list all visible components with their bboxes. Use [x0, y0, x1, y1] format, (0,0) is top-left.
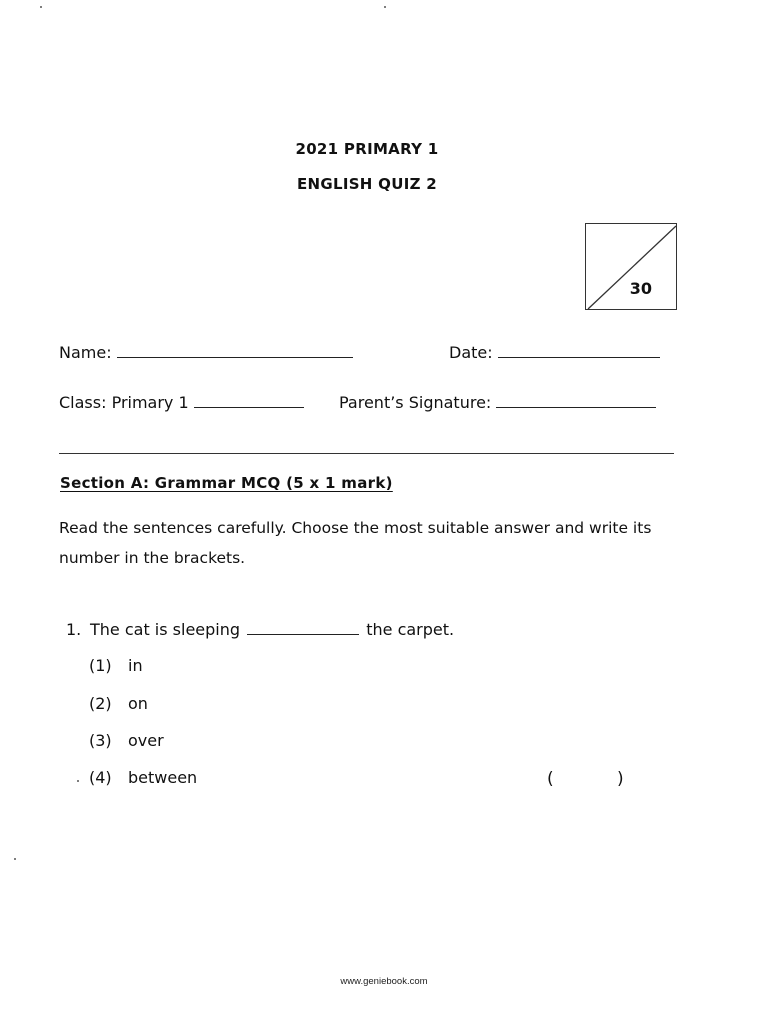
section-instructions: Read the sentences carefully. Choose the most suitable answer and write its number in the brackets. [59, 519, 652, 567]
scan-speck [77, 780, 79, 782]
parent-signature-field [339, 393, 656, 412]
score-box [585, 223, 677, 310]
question-answer-blank [247, 620, 359, 635]
class-label: Class: Primary 1 [59, 393, 189, 412]
date-field [449, 343, 660, 362]
name-field [59, 343, 353, 362]
option-text: in [128, 656, 143, 675]
option-number: (2) [89, 694, 112, 713]
name-label: Name: [59, 343, 112, 362]
answer-bracket-open: ( [547, 769, 554, 789]
option-number: (1) [89, 656, 112, 675]
header-divider [59, 453, 674, 454]
parent-signature-blank[interactable] [496, 393, 656, 408]
question-text-after: the carpet. [366, 620, 455, 639]
question-number: 1. [66, 620, 82, 639]
class-blank[interactable] [194, 393, 304, 408]
option-text: between [128, 768, 198, 787]
quiz-title-subject: ENGLISH QUIZ 2 [296, 175, 438, 193]
option-2[interactable] [89, 694, 148, 713]
option-text: over [128, 731, 164, 750]
scan-speck [384, 6, 386, 8]
quiz-title-year-level: 2021 PRIMARY 1 [295, 140, 439, 158]
question-text-before: The cat is sleeping [90, 620, 241, 639]
parent-signature-label: Parent’s Signature: [339, 393, 492, 412]
option-text: on [128, 694, 148, 713]
option-4[interactable] [89, 768, 197, 787]
option-number: (4) [89, 768, 112, 787]
date-label: Date: [449, 343, 493, 362]
answer-bracket-close: ) [617, 769, 624, 789]
footer-website: www.geniebook.com [340, 976, 428, 987]
answer-input-area[interactable] [562, 769, 614, 791]
option-1[interactable] [89, 656, 143, 675]
date-blank[interactable] [498, 343, 660, 358]
name-blank[interactable] [117, 343, 353, 358]
section-heading: Section A: Grammar MCQ (5 x 1 mark) [60, 474, 393, 492]
scan-speck [40, 6, 42, 8]
class-field [59, 393, 304, 412]
question-1 [66, 620, 454, 639]
option-3[interactable] [89, 731, 164, 750]
option-number: (3) [89, 731, 112, 750]
scan-speck [14, 858, 16, 860]
score-total: 30 [629, 279, 652, 298]
